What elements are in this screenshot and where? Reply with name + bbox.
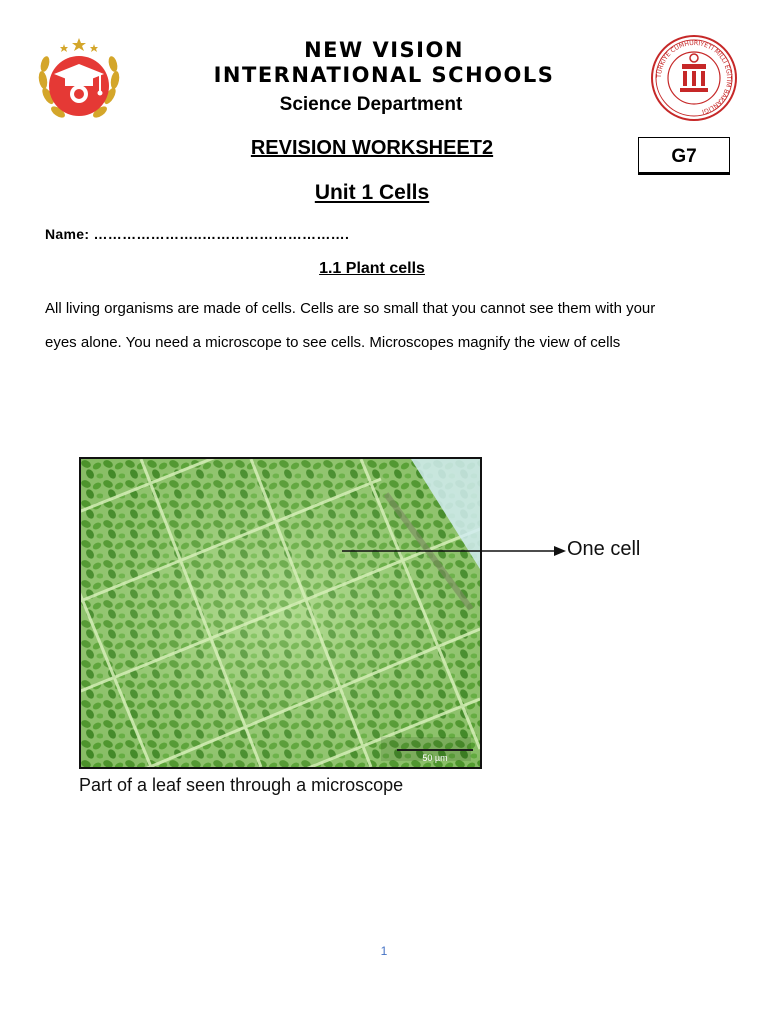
worksheet-title: REVISION WORKSHEET2: [250, 137, 494, 159]
department-name: Science Department: [279, 94, 463, 115]
page-number: 1: [380, 944, 388, 958]
name-field[interactable]: Name: …………………..………………………….: [45, 226, 350, 242]
grade-box: G7: [638, 137, 730, 175]
section-title: 1.1 Plant cells: [319, 260, 425, 277]
pointer-arrow: [340, 543, 568, 559]
figure-caption: Part of a leaf seen through a microscope: [79, 775, 404, 795]
svg-text:TÜRKİYE CUMHURİYETİ MİLLÎ EĞİT: TÜRKİYE CUMHURİYETİ MİLLÎ EĞİTİM BAKANLIĞI: [655, 39, 733, 115]
microscope-image: [79, 457, 482, 769]
school-name-line2: INTERNATIONAL SCHOOLS: [213, 63, 555, 87]
intro-paragraph: All living organisms are made of cells. Cells are so small that you cannot see them with your eyes alone. You need a microscope to see cells. Microscopes magnify the view of cells: [45, 300, 656, 351]
scale-bar-label: 50 µm: [422, 753, 448, 763]
unit-title: Unit 1 Cells: [314, 181, 430, 204]
school-name-line1: NEW VISION: [304, 38, 464, 62]
one-cell-label: One cell: [567, 538, 641, 560]
